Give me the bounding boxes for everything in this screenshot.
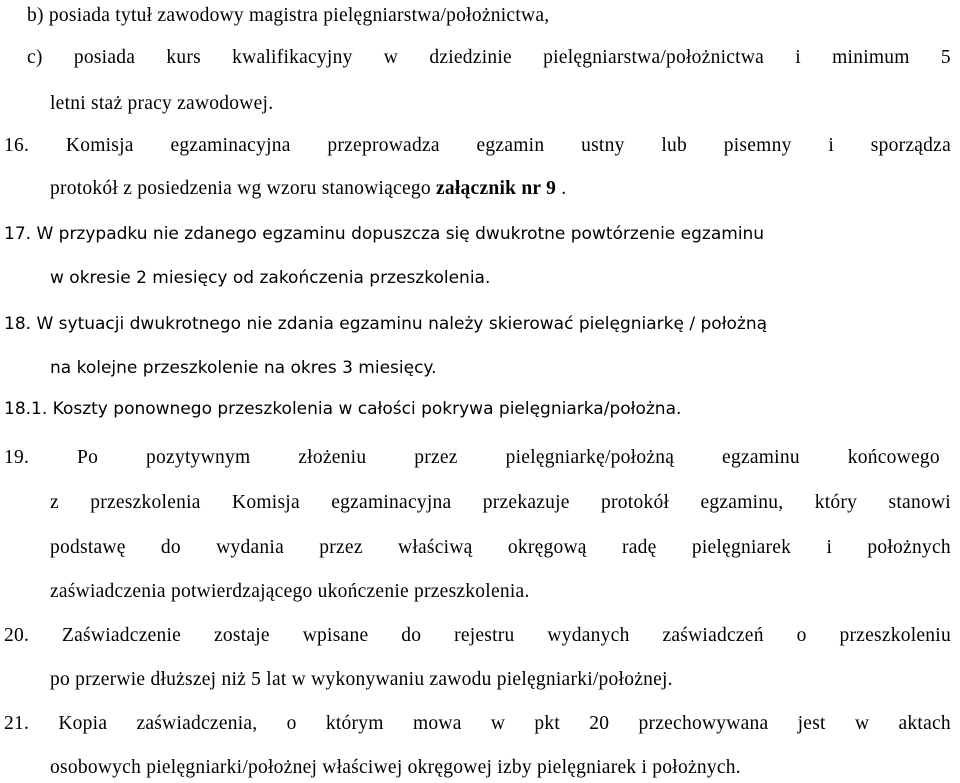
word: i — [828, 135, 835, 156]
word: o — [286, 713, 297, 734]
word: kwalifikacyjny — [232, 47, 353, 68]
word: stanowi — [888, 492, 951, 513]
point-19-line-2 — [50, 493, 951, 513]
attachment-reference: załącznik nr 9 — [435, 178, 557, 199]
word: do — [401, 625, 422, 646]
word: przeszkoleniu — [839, 625, 951, 646]
word: położnych — [867, 537, 951, 558]
word: o — [796, 625, 807, 646]
word: przekazuje — [482, 492, 570, 513]
word: końcowego — [847, 447, 940, 468]
word: lub — [661, 135, 688, 156]
word: minimum — [832, 47, 910, 68]
word: złożeniu — [298, 447, 367, 468]
word: przeprowadza — [327, 135, 440, 156]
word: mowa — [412, 713, 462, 734]
word: wydanych — [547, 625, 630, 646]
word: 20. — [4, 625, 30, 646]
point-16-line-1 — [4, 136, 951, 156]
word: i — [826, 537, 833, 558]
word: którym — [325, 713, 384, 734]
point-19-line-1 — [4, 448, 940, 468]
word: przeszkolenia — [90, 492, 201, 513]
word: Kopia — [58, 713, 108, 734]
word: aktach — [898, 713, 951, 734]
word: przechowywana — [638, 713, 769, 734]
item-b-line-1: b) posiada tytuł zawodowy magistra pielęgniarstwa/położnictwa, — [27, 5, 550, 26]
word: podstawę — [50, 537, 126, 558]
word: do — [160, 537, 181, 558]
point-21-line-2: osobowych pielęgniarki/położnej właściwej okręgowej izby pielęgniarek i położnych. — [50, 757, 741, 778]
point-17-line-2: w okresie 2 miesięcy od zakończenia przeszkolenia. — [50, 268, 491, 288]
word: protokół — [601, 492, 670, 513]
point-19-line-3 — [50, 538, 951, 558]
word: wpisane — [302, 625, 369, 646]
word: z — [50, 492, 59, 513]
word: zostaje — [213, 625, 270, 646]
point-18-line-1: 18. W sytuacji dwukrotnego nie zdania egzaminu należy skierować pielęgniarkę / położną — [4, 314, 768, 334]
word: 5 — [940, 47, 951, 68]
point-16-line-2 — [50, 179, 566, 199]
word: i — [795, 47, 801, 68]
word: przez — [414, 447, 458, 468]
word: kurs — [166, 47, 201, 68]
point-18-line-2: na kolejne przeszkolenie na okres 3 miesięcy. — [50, 358, 437, 378]
point-21-line-1 — [4, 714, 951, 734]
point-19-line-4: zaświadczenia potwierdzającego ukończenie przeszkolenia. — [50, 581, 530, 602]
word: Komisja — [232, 492, 300, 513]
point-17-line-1: 17. W przypadku nie zdanego egzaminu dopuszcza się dwukrotne powtórzenie egzaminu — [4, 224, 765, 244]
word: egzamin — [476, 135, 545, 156]
word: pielęgniarek — [691, 537, 792, 558]
word: jest — [797, 713, 826, 734]
word: zaświadczeń — [662, 625, 764, 646]
word: dziedzinie — [429, 47, 512, 68]
point-20-line-2: po przerwie dłuższej niż 5 lat w wykonywaniu zawodu pielęgniarki/położnej. — [50, 669, 673, 690]
word: c) — [27, 47, 43, 68]
word: w — [383, 47, 399, 68]
word: w — [490, 713, 506, 734]
word: który — [814, 492, 858, 513]
word: rejestru — [454, 625, 515, 646]
point-16-text: protokół z posiedzenia wg wzoru stanowiącego — [50, 178, 436, 199]
word: 20 — [589, 713, 610, 734]
word: 19. — [4, 447, 30, 468]
word: okręgową — [507, 537, 587, 558]
point-20-line-1 — [4, 626, 951, 646]
word: przez — [319, 537, 363, 558]
word: 21. — [4, 713, 30, 734]
word: pielęgniarkę/położną — [505, 447, 675, 468]
word: zaświadczenia, — [136, 713, 258, 734]
point-18-1-line-1: 18.1. Koszty ponownego przeszkolenia w całości pokrywa pielęgniarka/położna. — [4, 399, 682, 419]
word: pielęgniarstwa/położnictwa — [543, 47, 765, 68]
word: egzaminacyjna — [331, 492, 452, 513]
point-16-end: . — [556, 178, 567, 199]
item-c-line-1 — [27, 48, 951, 68]
word: pisemny — [723, 135, 792, 156]
word: egzaminu — [722, 447, 800, 468]
word: Po — [77, 447, 99, 468]
word: ustny — [581, 135, 625, 156]
word: Komisja — [65, 135, 134, 156]
word: Zaświadczenie — [61, 625, 182, 646]
word: pkt — [534, 713, 561, 734]
item-c-line-2: letni staż pracy zawodowej. — [50, 93, 274, 114]
word: egzaminacyjna — [170, 135, 291, 156]
word: radę — [621, 537, 657, 558]
word: w — [854, 713, 870, 734]
word: egzaminu, — [700, 492, 784, 513]
word: pozytywnym — [146, 447, 251, 468]
word: właściwą — [398, 537, 473, 558]
word: posiada — [73, 47, 136, 68]
word: sporządza — [870, 135, 951, 156]
word: wydania — [216, 537, 284, 558]
word: 16. — [4, 135, 30, 156]
